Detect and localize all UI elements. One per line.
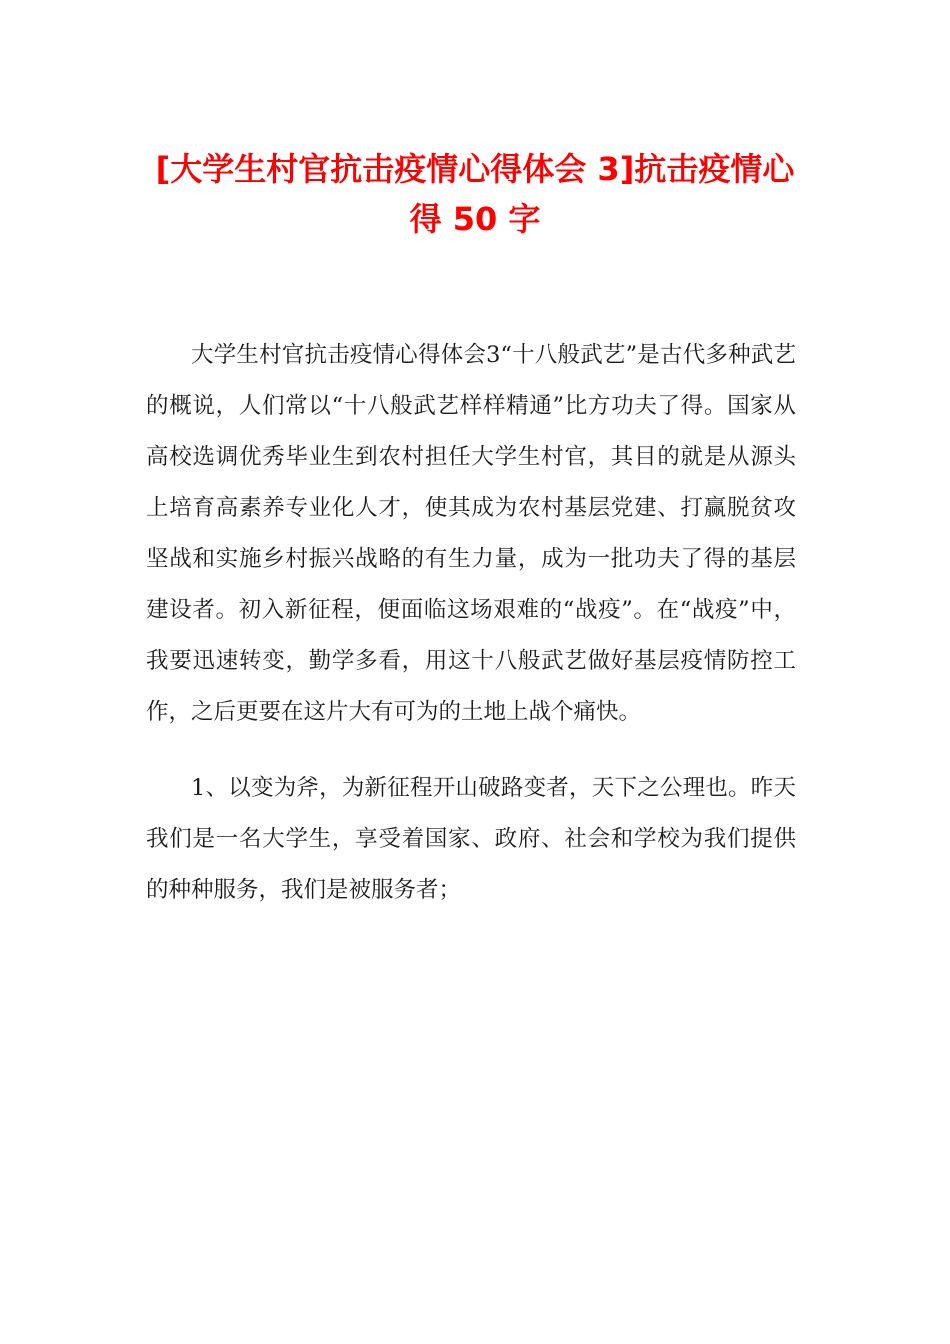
body-paragraph: 大学生村官抗击疫情心得体会3“十八般武艺”是古代多种武艺的概说，人们常以“十八般武艺样样精通”比方功夫了得。国家从高校选调优秀毕业生到农村担任大学生村官，其目的就是从源头上培育高素养专业化人才，使其成为农村基层党建、打赢脱贫攻坚战和实施乡村振兴战略的有生力量，成为一批功夫了得的基层建设者。初入新征程，便面临这场艰难的“战疫”。在“战疫”中，我要迅速转变，勤学多看，用这十八般武艺做好基层疫情防控工作，之后更要在这片大有可为的土地上战个痛快。 xyxy=(146,342,796,725)
document-body xyxy=(146,330,796,941)
document-title: [大学生村官抗击疫情心得体会 3]抗击疫情心得 50 字 xyxy=(155,150,795,238)
body-paragraph: 1、以变为斧，为新征程开山破路变者，天下之公理也。昨天我们是一名大学生，享受着国家、政府、社会和学校为我们提供的种种服务，我们是被服务者； xyxy=(146,775,796,903)
